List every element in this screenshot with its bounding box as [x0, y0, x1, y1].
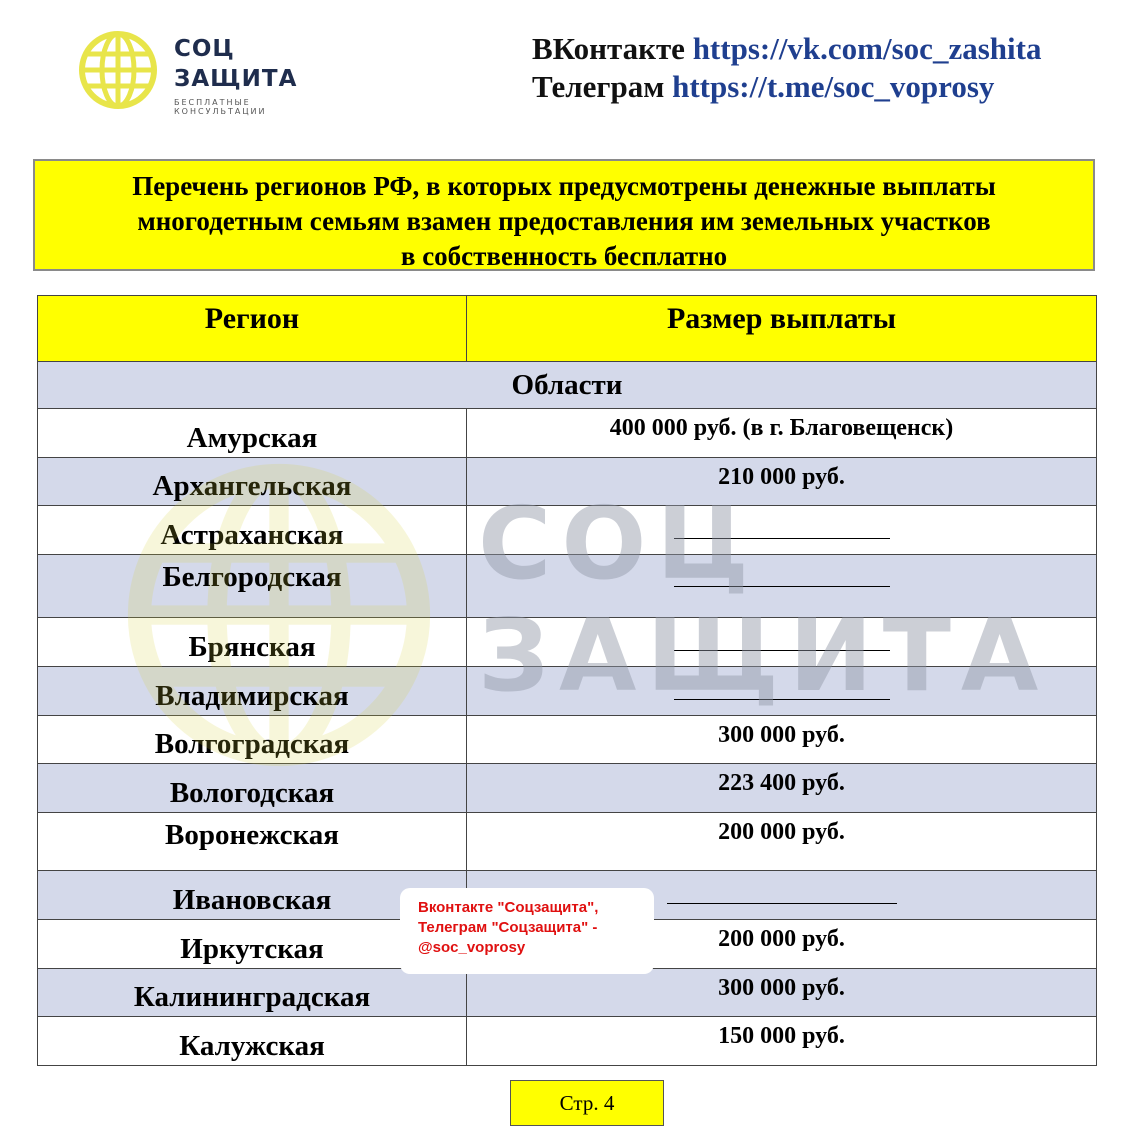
title-line-2: многодетным семьям взамен предоставления им земельных участков: [137, 206, 991, 236]
contacts: [532, 30, 1041, 106]
region-cell: Калининградская: [38, 969, 467, 1017]
title-line-3: в собственность бесплатно: [400, 241, 728, 271]
contact-sticker: Вконтакте "Соцзащита", Телеграм "Соцзащита" - @soc_voprosy: [400, 888, 654, 974]
region-cell: Воронежская: [38, 813, 467, 871]
logo-title: СОЦ ЗАЩИТА: [174, 36, 298, 92]
region-cell: Ивановская: [38, 871, 467, 920]
column-header-region: Регион: [38, 296, 467, 362]
region-cell: Амурская: [38, 409, 467, 458]
watermark-globe-icon: [124, 460, 434, 770]
empty-value-line: [667, 903, 897, 904]
vk-contact: [532, 30, 1041, 68]
region-cell: Архангельская: [38, 458, 467, 506]
region-cell: Брянская: [38, 618, 467, 667]
globe-icon: [78, 30, 158, 110]
tg-link[interactable]: https://t.me/soc_voprosy: [672, 69, 995, 104]
table-row: [38, 409, 1097, 458]
document-title: [33, 159, 1095, 271]
section-row: [38, 362, 1097, 409]
amount-cell: 150 000 руб.: [467, 1017, 1097, 1066]
table-row: [38, 764, 1097, 813]
page-number: Стр. 4: [510, 1080, 664, 1126]
region-cell: Калужская: [38, 1017, 467, 1066]
amount-cell: 223 400 руб.: [467, 764, 1097, 813]
region-cell: Волгоградская: [38, 716, 467, 764]
tg-contact: [532, 68, 1041, 106]
amount-cell: 210 000 руб.: [467, 458, 1097, 506]
section-title: Области: [38, 362, 1097, 409]
amount-cell: 200 000 руб.: [467, 920, 1097, 969]
logo-subtitle: БЕСПЛАТНЫЕ КОНСУЛЬТАЦИИ: [174, 98, 267, 116]
title-line-1: Перечень регионов РФ, в которых предусмотрены денежные выплаты: [132, 171, 996, 201]
table-row: [38, 1017, 1097, 1066]
column-header-amount: Размер выплаты: [467, 296, 1097, 362]
amount-cell: 400 000 руб. (в г. Благовещенск): [467, 409, 1097, 458]
table-row: [38, 813, 1097, 871]
region-cell: Белгородская: [38, 555, 467, 618]
table-row: [38, 969, 1097, 1017]
amount-cell: 300 000 руб.: [467, 969, 1097, 1017]
logo: [78, 30, 318, 125]
region-cell: Вологодская: [38, 764, 467, 813]
vk-link[interactable]: https://vk.com/soc_zashita: [692, 31, 1042, 66]
amount-cell: 200 000 руб.: [467, 813, 1097, 871]
region-cell: Иркутская: [38, 920, 467, 969]
vk-label: ВКонтакте: [532, 31, 685, 66]
region-cell: Владимирская: [38, 667, 467, 716]
region-cell: Астраханская: [38, 506, 467, 555]
table-header: [38, 296, 1097, 362]
amount-cell: 300 000 руб.: [467, 716, 1097, 764]
tg-label: Телеграм: [532, 69, 665, 104]
watermark-text: СОЦ ЗАЩИТА: [478, 485, 1049, 714]
